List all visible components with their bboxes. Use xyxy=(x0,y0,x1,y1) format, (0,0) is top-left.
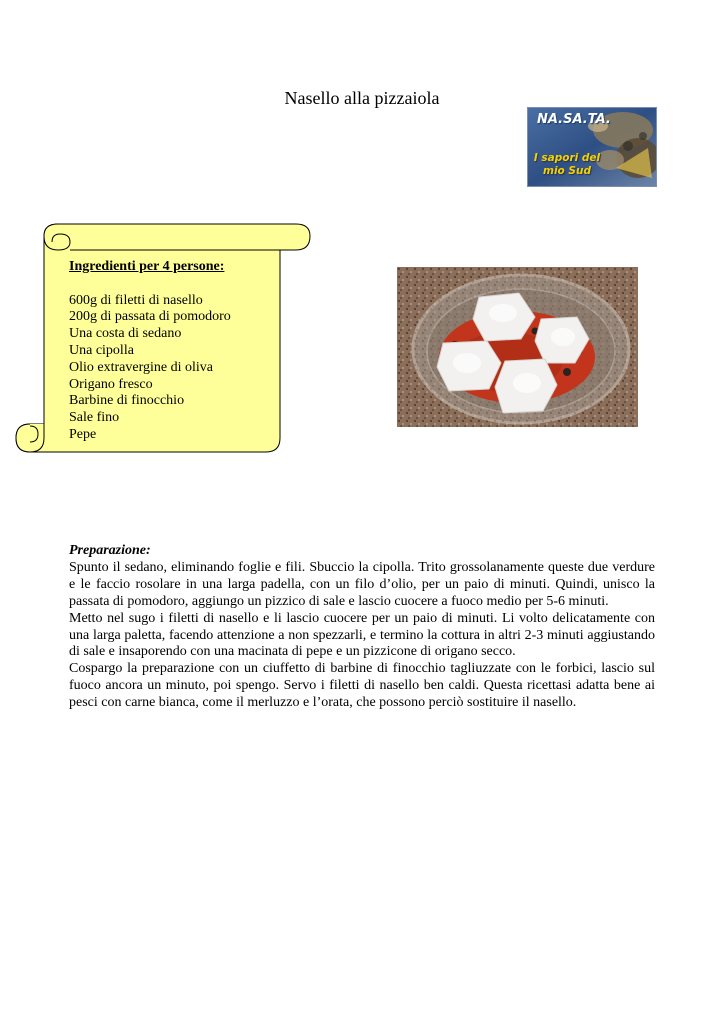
ingredient-item: Origano fresco xyxy=(69,376,153,392)
ingredient-item: 200g di passata di pomodoro xyxy=(69,309,231,325)
preparation-heading: Preparazione: xyxy=(69,543,151,558)
ingredient-item: Olio extravergine di oliva xyxy=(69,359,213,375)
preparation-paragraph: Cospargo la preparazione con un ciuffetto di barbine di finocchio tagliuzzate con le forbici, lascio sul fuoco ancora un minuto, poi spengo. Servo i filetti di nasello ben caldi. Questa ricettasi adatta bene ai pesci con carne bianca, come il merluzzo e l’orata, che possono perciò sostituire il nasello. xyxy=(69,661,655,711)
ingredient-item: 600g di filetti di nasello xyxy=(69,292,203,308)
page-title: Nasello alla pizzaiola xyxy=(284,88,440,108)
nasata-logo xyxy=(527,107,657,187)
ingredient-item: Una costa di sedano xyxy=(69,326,182,342)
preparation-paragraph: Metto nel sugo i filetti di nasello e li lascio cuocere per un paio di minuti. Li volto delicatamente con una larga paletta, facendo attenzione a non spezzarli, e termino la cottura in altri 2-3 minuti aggiustando di sale e insaporendo con una macinata di pepe e un pizzicone di origano secco. xyxy=(69,610,655,660)
ingredient-item: Pepe xyxy=(69,426,97,442)
ingredients-list xyxy=(69,259,231,444)
logo-title: NA.SA.TA. xyxy=(537,112,611,127)
preparation-paragraph: Spunto il sedano, eliminando foglie e fili. Sbuccio la cipolla. Trito grossolanamente queste due verdure e le faccio rosolare in una larga padella, con un filo d’olio, per un paio di minuti. Quindi, unisco la passata di pomodoro, aggiungo un pizzico di sale e lascio cuocere a fuoco medio per 5-6 minuti. xyxy=(69,559,655,609)
ingredients-heading: Ingredienti per 4 persone: xyxy=(69,259,225,274)
dish-photo xyxy=(397,267,638,427)
ingredient-item: Sale fino xyxy=(69,410,120,426)
ingredient-item: Barbine di finocchio xyxy=(69,393,185,409)
logo-tagline: I sapori del mio Sud xyxy=(533,152,601,177)
preparation-section xyxy=(69,543,655,712)
ingredient-item: Una cipolla xyxy=(69,342,134,358)
